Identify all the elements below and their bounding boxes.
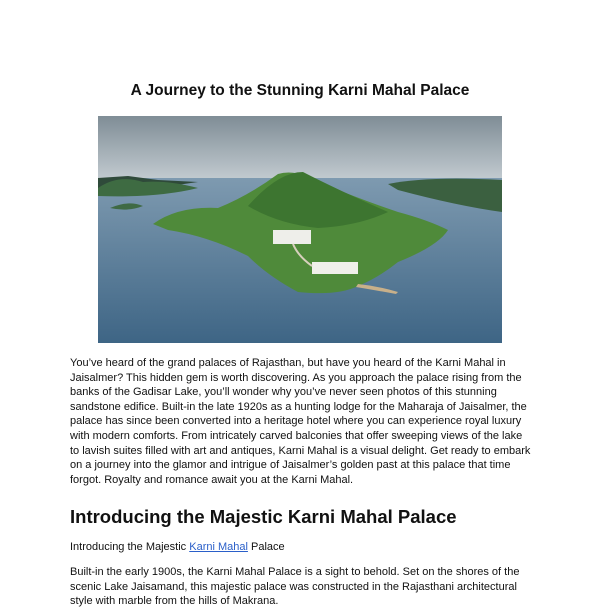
subline-prefix: Introducing the Majestic	[70, 541, 190, 553]
section-body-paragraph: Built-in the early 1900s, the Karni Mahal Palace is a sight to behold. Set on the shores of the scenic Lake Jaisamand, this majestic palace was constructed in the Rajasthani architectural style with marble from the hills of Makrana.	[70, 566, 520, 608]
intro-paragraph: You’ve heard of the grand palaces of Rajasthan, but have you heard of the Karni Mahal in Jaisalmer? This hidden gem is worth discovering. As you approach the palace rising from the banks of the Gadisar Lake, you’ll wonder why you’ve never seen photos of this stunning sandstone edifice. Built-in the late 1920s as a hunting lodge for the Maharaja of Jaisalmer, the palace has since been converted into a heritage hotel where you can experience royal luxury with modern comforts. From intricately carved balconies that offer sweeping views of the lake to lavish suites filled with art and antiques, Karni Mahal is a visual delight. Get ready to embark on a journey into the glamor and intrigue of Jaisalmer’s golden past at this palace that time forgot. Royalty and romance await you at the Karni Mahal.	[70, 357, 531, 486]
page-title: A Journey to the Stunning Karni Mahal Palace	[130, 82, 470, 99]
subline-suffix: Palace	[247, 541, 285, 553]
section-subline	[70, 540, 532, 555]
palace-aerial-photo	[98, 116, 502, 343]
karni-mahal-link[interactable]: Karni Mahal	[189, 541, 248, 553]
section-heading: Introducing the Majestic Karni Mahal Palace	[70, 506, 457, 527]
